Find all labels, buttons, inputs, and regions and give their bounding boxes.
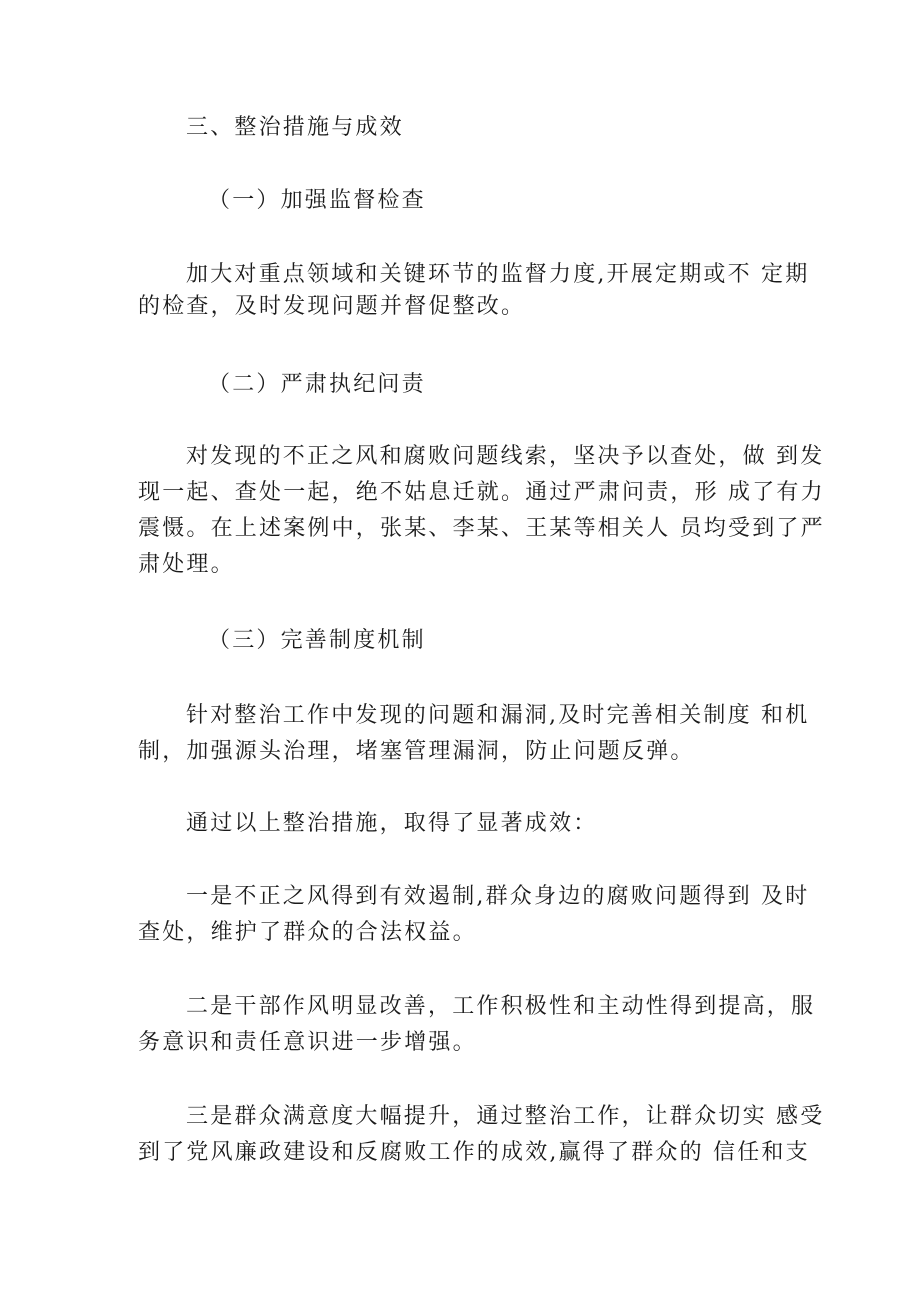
paragraph-line: 现一起、查处一起，绝不姑息迁就。通过严肃问责，形 成了有力: [138, 480, 825, 505]
paragraph-line: 震慑。在上述案例中，张某、李某、王某等相关人 员均受到了严: [138, 516, 825, 541]
paragraph-2: [138, 441, 825, 581]
subsection-title-2: （二）严肃执纪问责: [208, 372, 426, 397]
paragraph-line: 到了党风廉政建设和反腐败工作的成效,赢得了群众的 信任和支: [138, 1140, 810, 1165]
summary-intro: 通过以上整治措施，取得了显著成效：: [186, 811, 598, 836]
section-title: 三、整治措施与成效: [186, 115, 404, 140]
achievement-2: [138, 991, 816, 1059]
paragraph-3: [138, 700, 810, 768]
paragraph-line: 肃处理。: [138, 552, 235, 577]
paragraph-line: 务意识和责任意识进一步增强。: [138, 1030, 477, 1055]
achievement-3: [138, 1101, 825, 1169]
paragraph-line: 制，加强源头治理，堵塞管理漏洞，防止问题反弹。: [138, 739, 695, 764]
paragraph-line: 加大对重点领域和关键环节的监督力度,开展定期或不 定期: [186, 262, 810, 287]
paragraph-line: 三是群众满意度大幅提升，通过整治工作，让群众切实 感受: [186, 1104, 825, 1129]
subsection-title-3: （三）完善制度机制: [208, 628, 426, 653]
paragraph-line: 对发现的不正之风和腐败问题线索，坚决予以查处，做 到发: [186, 444, 825, 469]
paragraph-line: 的检查，及时发现问题并督促整改。: [138, 294, 526, 319]
paragraph-line: 针对整治工作中发现的问题和漏洞,及时完善相关制度 和机: [186, 703, 810, 728]
subsection-title-1: （一）加强监督检查: [208, 188, 426, 213]
paragraph-line: 查处，维护了群众的合法权益。: [138, 920, 477, 945]
paragraph-1: [138, 259, 810, 323]
achievement-1: [138, 881, 810, 949]
paragraph-line: 一是不正之风得到有效遏制,群众身边的腐败问题得到 及时: [186, 884, 810, 909]
paragraph-line: 二是干部作风明显改善，工作积极性和主动性得到提高，服: [186, 994, 816, 1019]
